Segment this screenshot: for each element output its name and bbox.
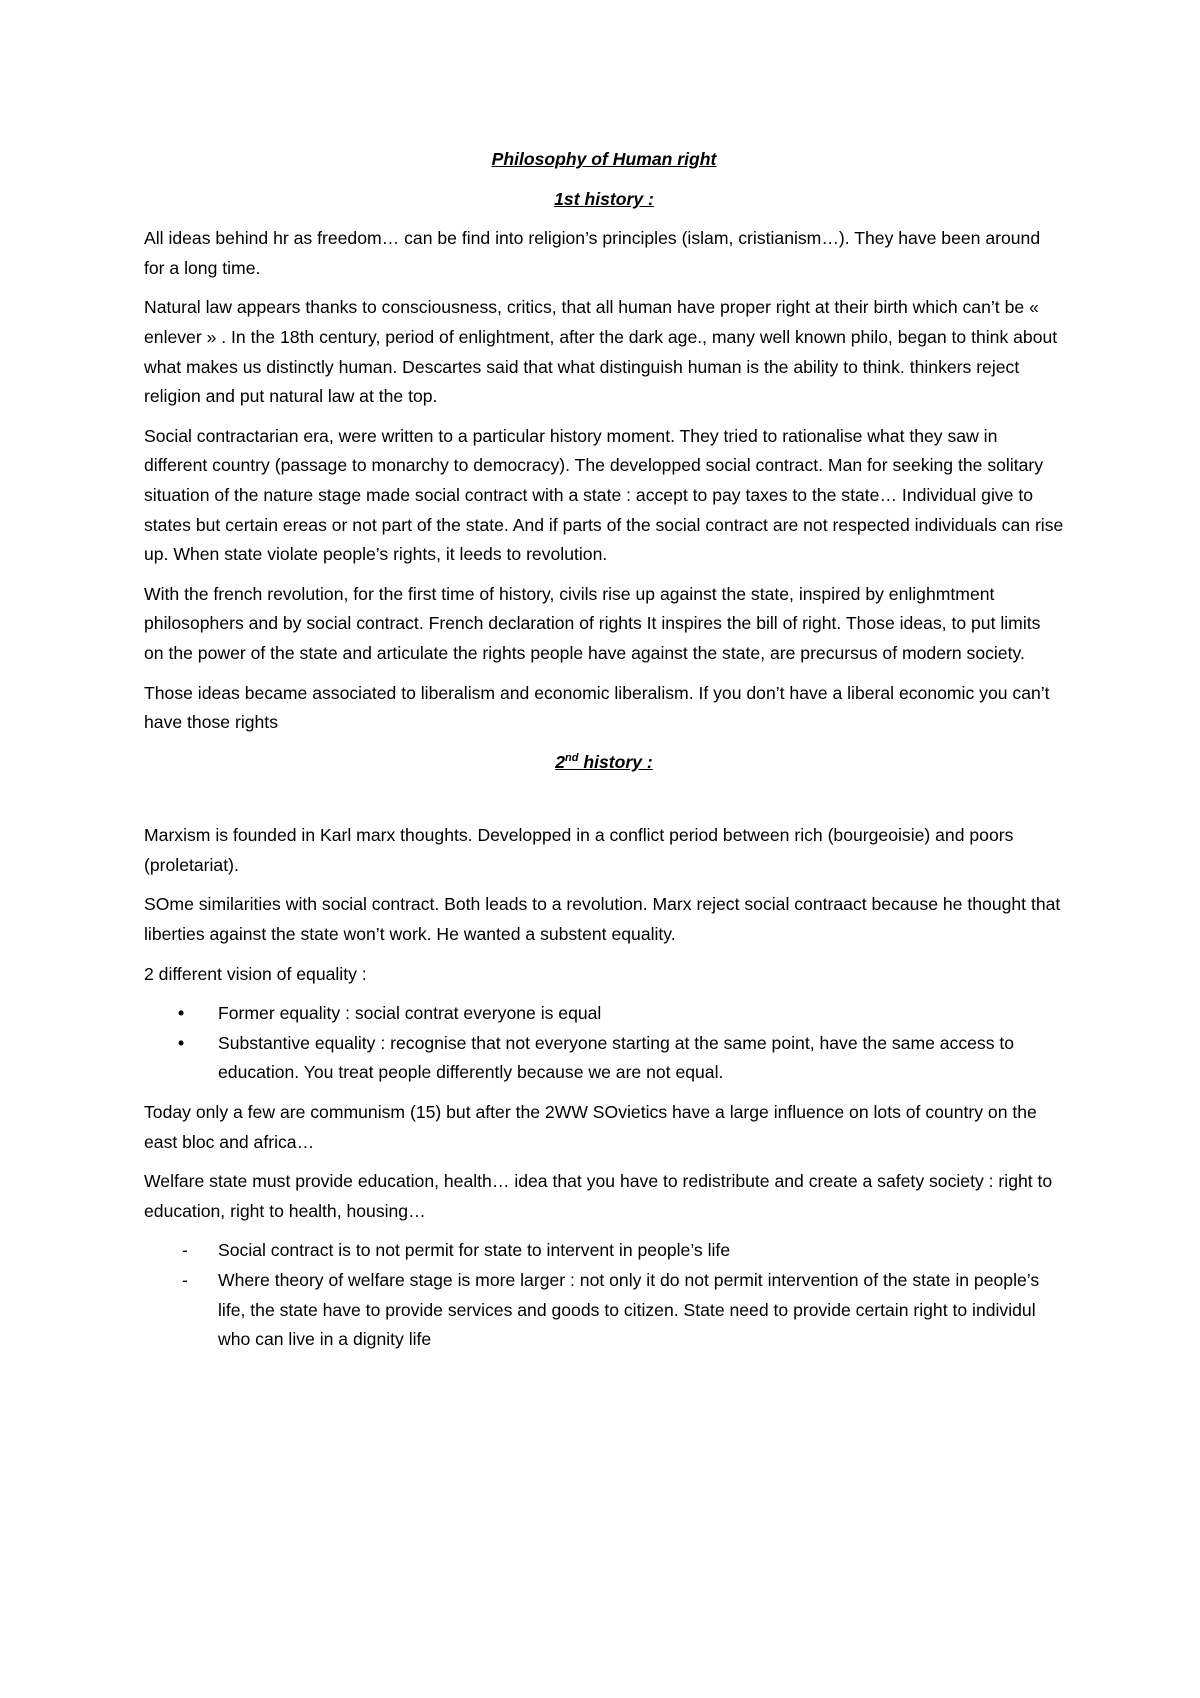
- heading-ordinal-suffix: nd: [565, 751, 579, 764]
- heading-number: 2: [555, 751, 566, 772]
- list-item: [144, 1236, 1064, 1266]
- list-item-text: Where theory of welfare stage is more larger : not only it do not permit intervention of the state in people’s life, the state have to provide services and goods to citizen. State need to provide certain right to individul who can live in a dignity life: [218, 1270, 1040, 1350]
- paragraph: All ideas behind hr as freedom… can be find into religion’s principles (islam, cristianism…). They have been around for a long time.: [144, 228, 1041, 278]
- section-heading-2nd-history: [144, 748, 1064, 778]
- bullet-list: [144, 999, 1064, 1088]
- paragraph: Those ideas became associated to liberalism and economic liberalism. If you don’t have a liberal economic you can’t have those rights: [144, 682, 1050, 733]
- list-item: [144, 1266, 1064, 1355]
- spacer: [144, 787, 1064, 821]
- list-item: [144, 1029, 1064, 1088]
- document-page: [144, 145, 1064, 1365]
- list-item-text: Social contract is to not permit for state to intervent in people’s life: [218, 1240, 731, 1261]
- document-title: Philosophy of Human right: [491, 149, 717, 169]
- paragraph: Today only a few are communism (15) but after the 2WW SOvietics have a large influence on lots of country on the east bloc and africa…: [144, 1102, 1037, 1152]
- paragraph: 2 different vision of equality :: [144, 963, 367, 984]
- list-item-text: Former equality : social contrat everyone is equal: [218, 1003, 602, 1024]
- dash-list: [144, 1236, 1064, 1354]
- list-item: [144, 999, 1064, 1029]
- paragraph: With the french revolution, for the first time of history, civils rise up against the state, inspired by enlighmtment philosophers and by social contract. French declaration of rights It inspires the bill of right. Those ideas, to put limits on the power of the state and articulate the rights people have against the state, are precursus of modern society.: [144, 583, 1041, 663]
- dash-marker: -: [182, 1270, 188, 1290]
- dash-marker: -: [182, 1240, 188, 1261]
- paragraph: Welfare state must provide education, health… idea that you have to redistribute and create a safety society : right to education, right to health, housing…: [144, 1171, 1053, 1221]
- paragraph: Natural law appears thanks to consciousness, critics, that all human have proper right at their birth which can’t be « enlever » . In the 18th century, period of enlightment, after the dark age., many well known philo, began to think about what makes us distinctly human. Descartes said that what distinguish human is the ability to think. thinkers reject religion and put natural law at the top.: [144, 297, 1058, 407]
- paragraph: Marxism is founded in Karl marx thoughts. Developped in a conflict period between rich (bourgeoisie) and poors (proletariat).: [144, 825, 1014, 875]
- paragraph: SOme similarities with social contract. Both leads to a revolution. Marx reject social contraact because he thought that liberties against the state won’t work. He wanted a substent equality.: [144, 894, 1061, 945]
- section-heading-1st-history: 1st history :: [554, 188, 654, 209]
- bullet-marker: •: [178, 1032, 185, 1053]
- list-item-text: Substantive equality : recognise that not everyone starting at the same point, have the same access to education. You treat people differently because we are not equal.: [218, 1032, 1015, 1083]
- paragraph: Social contractarian era, were written to a particular history moment. They tried to rationalise what they saw in different country (passage to monarchy to democracy). The developped social contract. Man for seeking the solitary situation of the nature stage made social contract with a state : accept to pay taxes to the state… Individual give to states but certain ereas or not part of the state. And if parts of the social contract are not respected individuals can rise up. When state violate people’s rights, it leeds to revolution.: [144, 425, 1064, 565]
- bullet-marker: •: [178, 1003, 185, 1024]
- heading-text: history :: [578, 751, 653, 772]
